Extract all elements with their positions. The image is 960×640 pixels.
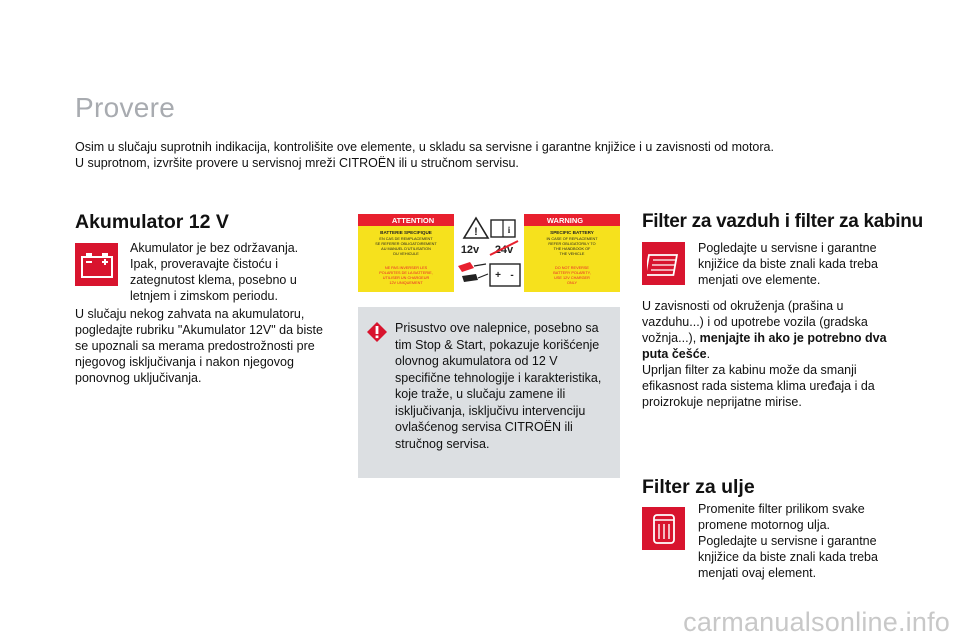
intro-line-1: Osim u slučaju suprotnih indikacija, kontrolišite ove elemente, u skladu sa servisne i garantne knjižice i u zavisnosti od motora. bbox=[75, 140, 774, 154]
label-en-red-line: BATTERY POLARITY, bbox=[553, 271, 591, 275]
label-fr-red-line: UTILISER UN CHARGEUR bbox=[382, 276, 430, 280]
label-en-red-line: ONLY bbox=[566, 281, 578, 285]
label-fr-line: SE REFERER OBLIGATOIREMENT bbox=[375, 242, 437, 246]
label-en-line: THE VEHICLE bbox=[559, 252, 585, 256]
battery-body-text: U slučaju nekog zahvata na akumulatoru, pogledajte rubriku "Akumulator 12V" da biste se upoznali sa merama predostrožnosti pre njegovog isključivanja i nakon njegovog ponovnog uključivanja. bbox=[75, 307, 323, 385]
intro-line-2: U suprotnom, izvršite provere u servisnoj mreži CITROËN ili u stručnom servisu. bbox=[75, 156, 519, 170]
battery-heading: Akumulator 12 V bbox=[75, 211, 229, 233]
air-filter-paragraph-2 bbox=[642, 298, 892, 362]
label-fr-title: BATTERIE SPECIFIQUE bbox=[380, 230, 432, 235]
label-warning: WARNING bbox=[546, 216, 584, 225]
warning-note-text: Prisustvo ove nalepnice, posebno sa tim Stop & Start, pokazuje korišćenje olovnog akumulatora od 12 V specifične tehnologije i karakteristika, koje traže, u slučaju zamene ili isključivanja, isključivu intervenciju ovlašćenog servisa CITROËN ili stručnog servisa. bbox=[395, 321, 602, 451]
label-minus: - bbox=[510, 270, 514, 281]
air-filter-heading: Filter za vazduh i filter za kabinu bbox=[642, 211, 923, 232]
label-en-title: SPECIFIC BATTERY bbox=[550, 230, 594, 235]
warning-note-box bbox=[358, 307, 620, 478]
air-filter-p2-bold: menjajte ih ako je potrebno dva puta češće bbox=[642, 331, 887, 361]
label-fr-line: DU VEHICULE bbox=[393, 252, 419, 256]
warning-icon bbox=[366, 321, 388, 343]
air-filter-p2-start: U zavisnosti od okruženja (prašina u vazduhu...) i od upotrebe vozila (gradska vožnja...), bbox=[642, 299, 868, 345]
label-fr-red-line: POLARITES DE LA BATTERIE, bbox=[379, 271, 433, 275]
battery-icon bbox=[75, 243, 118, 286]
label-fr-line: EN CAS DE REMPLACEMENT bbox=[379, 237, 433, 241]
oil-filter-text: Promenite filter prilikom svake promene motornog ulja. Pogledajte u servisne i garantne knjižice da biste znali kada treba menjati ovaj element. bbox=[698, 502, 878, 580]
svg-text:i: i bbox=[507, 225, 511, 235]
label-attention: ATTENTION bbox=[391, 216, 435, 225]
air-filter-p2-end: . bbox=[706, 347, 711, 361]
air-filter-icon bbox=[642, 242, 685, 285]
svg-text:!: ! bbox=[474, 226, 478, 238]
air-filter-paragraph-3: Uprljan filter za kabinu može da smanji efikasnost rada sistema klima uređaja i da proizrokuje neprijatne mirise. bbox=[642, 363, 875, 409]
label-fr-red-line: NE PAS INVERSER LES bbox=[384, 266, 428, 270]
battery-intro-text: Akumulator je bez održavanja. Ipak, proveravajte čistoću i zategnutost klema, posebno u letnjem i zimskom periodu. bbox=[130, 241, 299, 303]
label-en-line: REFER OBLIGATORILY TO bbox=[548, 242, 596, 246]
label-24v: 24v bbox=[494, 244, 514, 256]
label-en-line: IN CASE OF REPLACEMENT bbox=[546, 237, 598, 241]
label-plus: + bbox=[495, 270, 501, 281]
battery-warning-label bbox=[358, 214, 620, 292]
watermark: carmanualsonline.info bbox=[683, 607, 950, 637]
label-12v: 12v bbox=[460, 244, 480, 256]
air-filter-intro-text: Pogledajte u servisne i garantne knjižice da biste znali kada treba menjati ove elemente. bbox=[698, 241, 878, 287]
label-en-red-line: USE 12V CHARGER bbox=[554, 276, 590, 280]
oil-filter-heading: Filter za ulje bbox=[642, 476, 755, 498]
label-en-red-line: DO NOT REVERSE bbox=[555, 266, 589, 270]
label-en-line: THE HANDBOOK OF bbox=[553, 247, 591, 251]
intro-text bbox=[75, 139, 895, 171]
page-title: Provere bbox=[75, 92, 176, 123]
label-fr-red-line: 12V UNIQUEMENT bbox=[389, 281, 423, 285]
oil-filter-icon bbox=[642, 507, 685, 550]
label-fr-line: AU MANUEL D'UTILISATION bbox=[381, 247, 431, 251]
